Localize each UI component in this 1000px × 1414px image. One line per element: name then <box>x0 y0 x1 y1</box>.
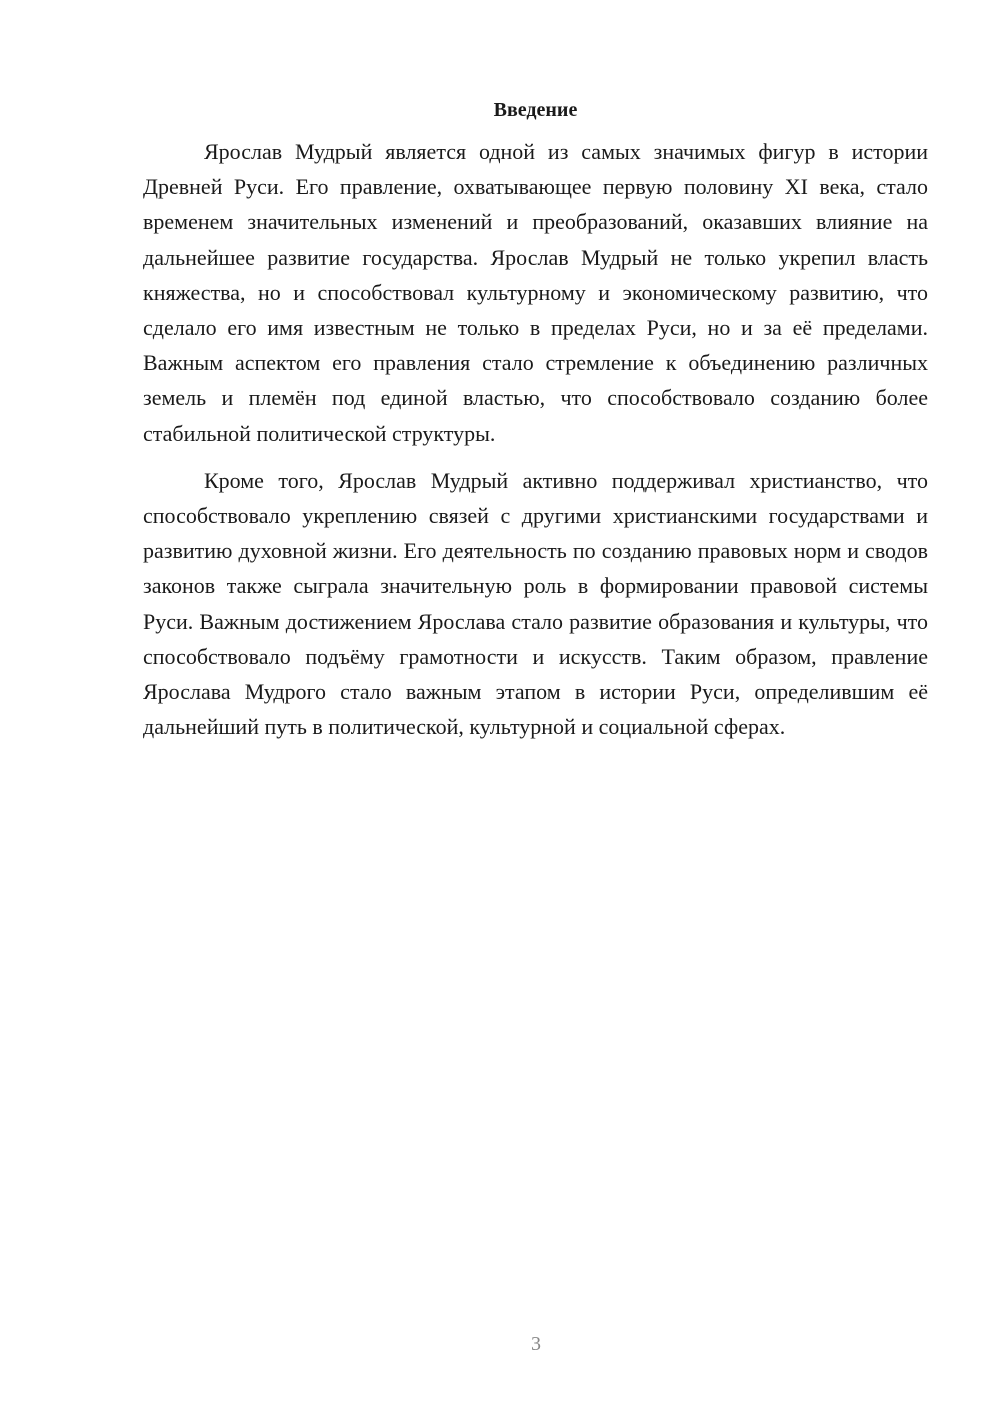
page-number: 3 <box>531 1333 541 1355</box>
paragraph-1: Ярослав Мудрый является одной из самых значимых фигур в истории Древней Руси. Его правление, охватывающее первую половину XI века, стало временем значительных изменений и преобразований, оказавших влияние на дальнейшее развитие государства. Ярослав Мудрый не только укрепил власть княжества, но и способствовал культурному и экономическому развитию, что сделало его имя известным не только в пределах Руси, но и за её пределами. Важным аспектом его правления стало стремление к объединению различных земель и племён под единой властью, что способствовало созданию более стабильной политической структуры. <box>143 139 928 446</box>
section-heading: Введение <box>493 99 578 121</box>
page-content <box>143 96 928 744</box>
paragraph-2: Кроме того, Ярослав Мудрый активно поддерживал христианство, что способствовало укреплению связей с другими христианскими государствами и развитию духовной жизни. Его деятельность по созданию правовых норм и сводов законов также сыграла значительную роль в формировании правовой системы Руси. Важным достижением Ярослава стало развитие образования и культуры, что способствовало подъёму грамотности и искусств. Таким образом, правление Ярослава Мудрого стало важным этапом в истории Руси, определившим её дальнейший путь в политической, культурной и социальной сферах. <box>143 467 928 740</box>
